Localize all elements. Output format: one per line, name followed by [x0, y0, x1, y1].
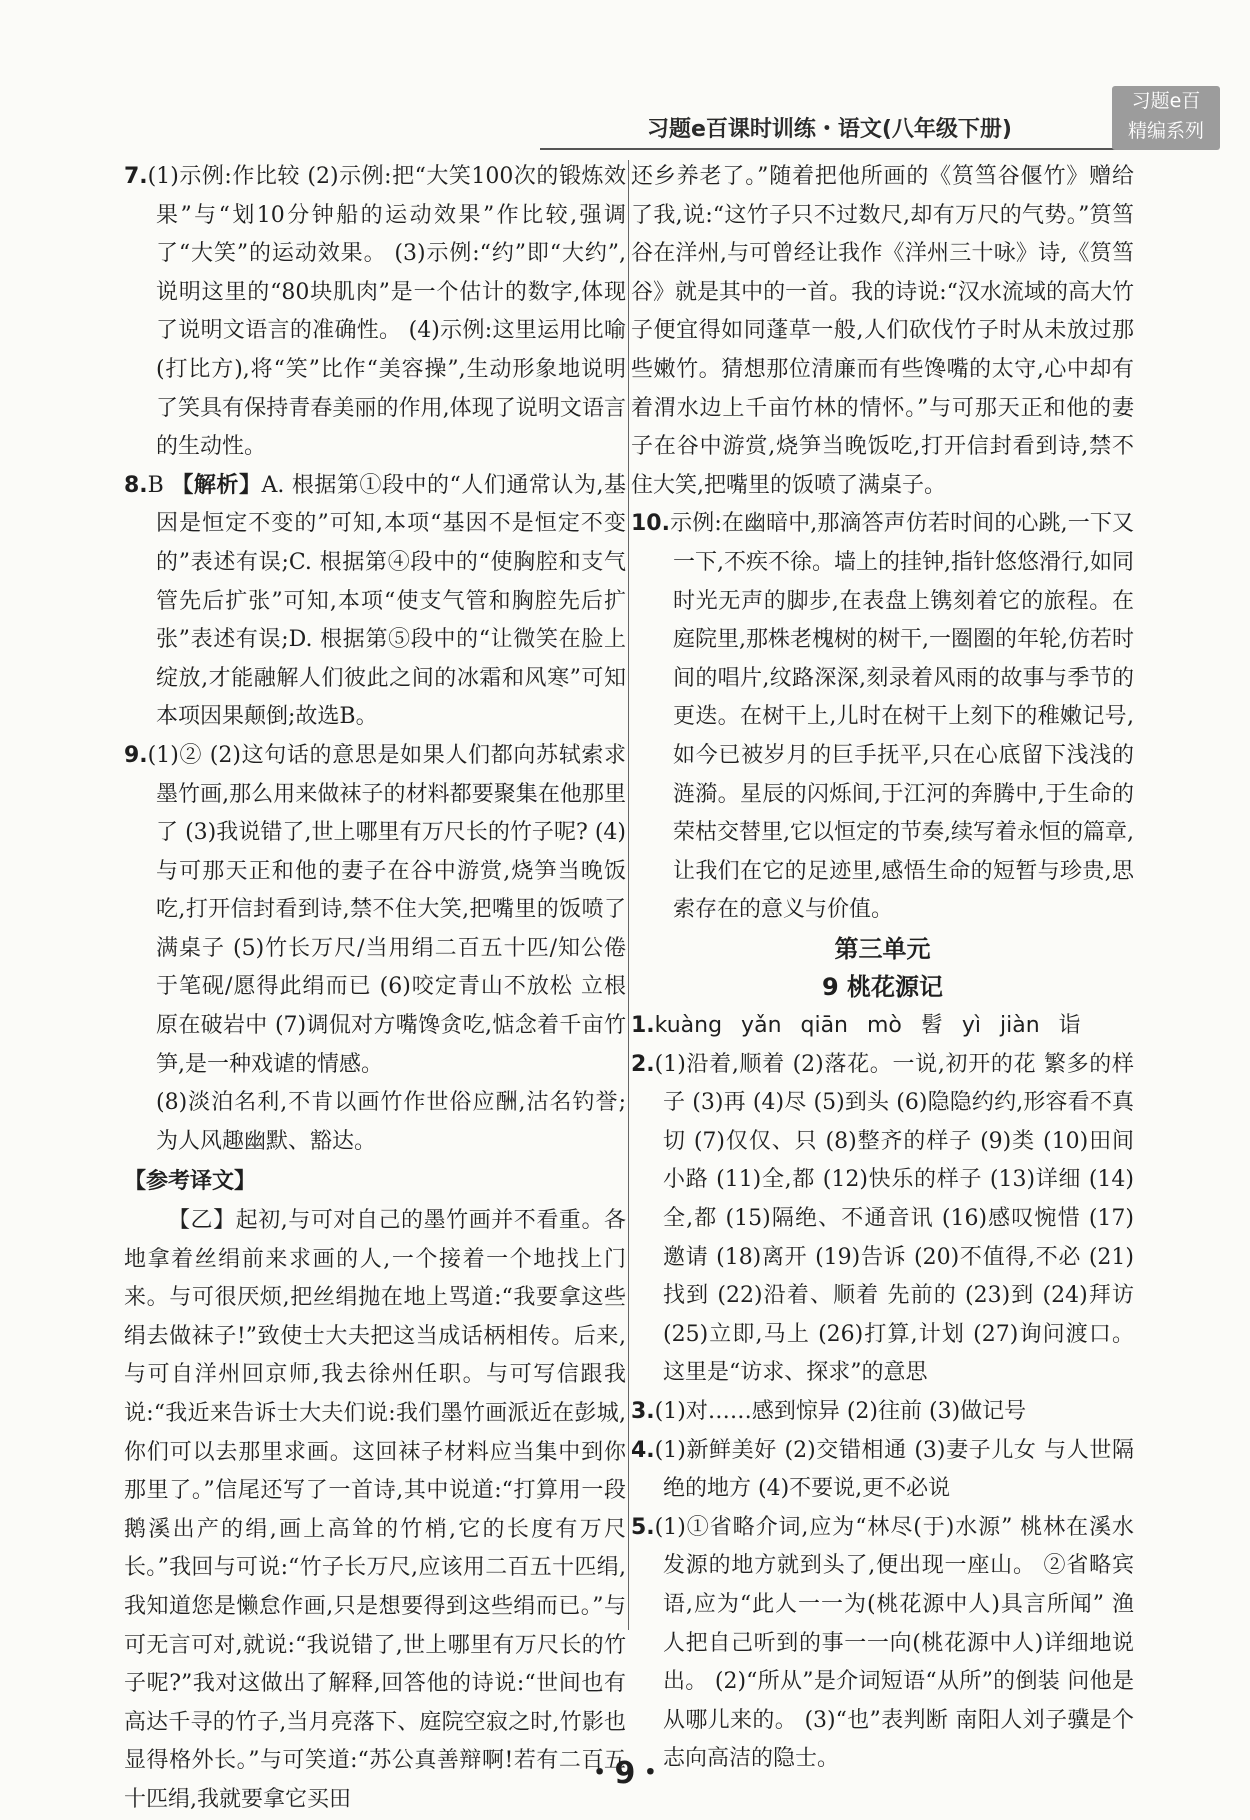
answer-q9-part8: (8)淡泊名利,不肯以画竹作世俗应酬,沽名钓誉;为人风趣幽默、豁达。: [156, 1090, 626, 1154]
l9-q5-text: (1)①省略介词,应为“林尽(于)水源” 桃林在溪水发源的地方就到头了,便出现一座山。 ②省略宾语,应为“此人一一为(桃花源中人)具言所闻” 渔人把自己听到的事一一向(桃花源中人)详细地说出。 (2)“所从”是介词短语“从所”的倒装 问他是从哪儿来的。 (3)“也”表判断 南阳人刘子骥是个志向高洁的隐士。: [654, 1514, 1134, 1772]
q9-text: (1)② (2)这句话的意思是如果人们都向苏轼索求墨竹画,那么用来做袜子的材料都要聚集在他那里了 (3)我说错了,世上哪里有万尺长的竹子呢? (4)与可那天正和他的妻子在谷中游赏,烧笋当晚饭吃,打开信封看到诗,禁不住大笑,把嘴里的饭喷了满桌子 (5)竹长万尺/当用绢二百五十匹/知公倦于笔砚/愿得此绢而已 (6)咬定青山不放松 立根原在破岩中 (7)调侃对方嘴馋贪吃,惦念着千亩竹笋,是一种戏谑的情感。: [147, 742, 626, 1077]
reference-translation-title: 【参考译文】: [124, 1169, 257, 1195]
page-header: [0, 0, 1250, 170]
left-column: [124, 158, 626, 1820]
column-divider: [628, 160, 629, 1630]
series-badge-line2: 精编系列: [1127, 120, 1204, 142]
l9-q1-text: kuàng yǎn qiān mò 髫 yì jiàn 诣: [654, 1013, 1081, 1039]
answer-l9-q1: [631, 1007, 1134, 1046]
page-number: ・9・: [584, 1756, 666, 1791]
q7-text: (1)示例:作比较 (2)示例:把“大笑100次的锻炼效果”与“划10分钟船的运动效果”作比较,强调了“大笑”的运动效果。 (3)示例:“约”即“大约”,说明这里的“80块肌肉”是一个估计的数字,体现了说明文语言的准确性。 (4)示例:这里运用比喻(打比方),将“笑”比作“美容操”,生动形象地说明了笑具有保持青春美丽的作用,体现了说明文语言的生动性。: [147, 164, 626, 460]
book-title: 习题e百课时训练・语文(八年级下册): [646, 117, 1012, 142]
q8-answer: B: [147, 472, 164, 498]
q8-analysis-tag: 【解析】: [171, 472, 262, 498]
q7-number: 7.: [124, 164, 148, 189]
q10-text: 示例:在幽暗中,那滴答声仿若时间的心跳,一下又一下,不疾不徐。墙上的挂钟,指针悠悠滑行,如同时光无声的脚步,在表盘上镌刻着它的旅程。在庭院里,那株老槐树的树干,一圈圈的年轮,仿若时间的唱片,纹路深深,刻录着风雨的故事与季节的更迭。在树干上,儿时在树干上刻下的稚嫩记号,如今已被岁月的巨手抚平,只在心底留下浅浅的涟漪。星辰的闪烁间,于江河的奔腾中,于生命的荣枯交替里,它以恒定的节奏,续写着永恒的篇章,让我们在它的足迹里,感悟生命的短暂与珍贵,思索存在的意义与价值。: [669, 511, 1134, 923]
unit-title: 第三单元: [834, 934, 931, 963]
l9-q5-number: 5.: [631, 1514, 655, 1540]
reference-translation-text: 【乙】起初,与可对自己的墨竹画并不看重。各地拿着丝绢前来求画的人,一个接着一个地找上门来。与可很厌烦,把丝绢抛在地上骂道:“我要拿这些绢去做袜子!”致使士大夫把这当成话柄相传。后来,与可自洋州回京师,我去徐州任职。与可写信跟我说:“我近来告诉士大夫们说:我们墨竹画派近在彭城,你们可以去那里求画。这回袜子材料应当集中到你那里了。”信尾还写了一首诗,其中说道:“打算用一段鹅溪出产的绢,画上高耸的竹梢,它的长度有万尺长。”我回与可说:“竹子长万尺,应该用二百五十匹绢,我知道您是懒怠作画,只是想要得到这些绢而已。”与可无言可对,就说:“我说错了,世上哪里有万尺长的竹子呢?”我对这做出了解释,回答他的诗说:“世间也有高达千寻的竹子,当月亮落下、庭院空寂之时,竹影也显得格外长。”与可笑道:“苏公真善辩啊!若有二百五十匹绢,我就要拿它买田: [124, 1208, 626, 1812]
l9-q4-text: (1)新鲜美好 (2)交错相通 (3)妻子儿女 与人世隔绝的地方 (4)不要说,更不必说: [654, 1437, 1134, 1502]
q9-number: 9.: [124, 742, 148, 768]
l9-q3-text: (1)对……感到惊异 (2)往前 (3)做记号: [654, 1399, 1027, 1424]
answer-q9: [124, 737, 626, 1084]
l9-q2-number: 2.: [631, 1051, 655, 1077]
lesson-title: 9 桃花源记: [821, 973, 944, 1002]
series-badge: [1112, 86, 1220, 150]
answer-l9-q4: [631, 1432, 1134, 1509]
q8-text: A. 根据第①段中的“人们通常认为,基因是恒定不变的”可知,本项“基因不是恒定不变的”表述有误;C. 根据第④段中的“使胸腔和支气管先后扩张”可知,本项“使支气管和胸腔先后扩张”表述有误;D. 根据第⑤段中的“让微笑在脸上绽放,才能融解人们彼此之间的冰霜和风寒”可知本项因果颠倒;故选B。: [156, 472, 626, 730]
answer-l9-q5: [631, 1509, 1134, 1779]
q8-number: 8.: [124, 472, 148, 498]
series-badge-line1: 习题e百: [1131, 90, 1201, 112]
q10-number: 10.: [631, 511, 670, 537]
answer-q7: [124, 158, 626, 467]
l9-q3-number: 3.: [631, 1399, 655, 1424]
reference-translation-continued: 还乡养老了。”随着把他所画的《筼筜谷偃竹》赠给了我,说:“这竹子只不过数尺,却有万尺的气势。”筼筜谷在洋州,与可曾经让我作《洋州三十咏》诗,《筼筜谷》就是其中的一首。我的诗说:“汉水流域的高大竹子便宜得如同蓬草一般,人们砍伐竹子时从未放过那些嫩竹。猜想那位清廉而有些馋嘴的太守,心中却有着渭水边上千亩竹林的情怀。”与可那天正和他的妻子在谷中游赏,烧笋当晚饭吃,打开信封看到诗,禁不住大笑,把嘴里的饭喷了满桌子。: [631, 164, 1134, 498]
answer-q8: [124, 467, 626, 737]
answer-l9-q2: [631, 1046, 1134, 1393]
header-rule: [540, 148, 1120, 150]
l9-q1-number: 1.: [631, 1013, 655, 1039]
answer-q10: [631, 505, 1134, 930]
l9-q2-text: (1)沿着,顺着 (2)落花。一说,初开的花 繁多的样子 (3)再 (4)尽 (5)到头 (6)隐隐约约,形容看不真切 (7)仅仅、只 (8)整齐的样子 (9)类 (10)田间小路 (11)全,都 (12)快乐的样子 (13)详细 (14)全,都 (15)隔绝、不通音讯 (16)感叹惋惜 (17)邀请 (18)离开 (19)告诉 (20)不值得,不必 (21)找到 (22)沿着、顺着 先前的 (23)到 (24)拜访 (25)立即,马上 (26)打算,计划 (27)询问渡口。这里是“访求、探求”的意思: [654, 1051, 1134, 1386]
answer-l9-q3: [631, 1393, 1134, 1432]
right-column: [631, 158, 1134, 1779]
l9-q4-number: 4.: [631, 1437, 655, 1463]
